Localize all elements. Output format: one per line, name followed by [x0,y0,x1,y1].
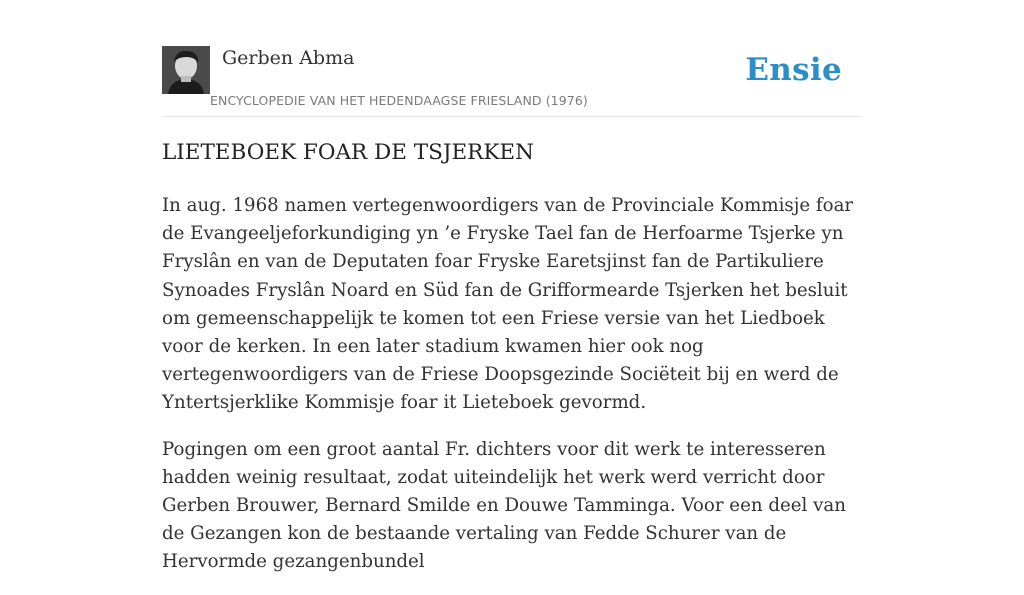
article-title: LIETEBOEK FOAR DE TSJERKEN [162,140,534,165]
author-portrait-icon [162,46,210,94]
author-name[interactable]: Gerben Abma [222,47,355,69]
article-paragraph: In aug. 1968 namen vertegenwoordigers van de Provinciale Kommisje foar de Evangeeljeforkundiging yn ’e Fryske Tael fan de Herfoarme Tsjerke yn Fryslân en van de Deputaten foar Fryske Earetsjinst fan de Partikuliere Synoades Fryslân Noard en Süd fan de Grifformearde Tsjerken het besluit om gemeenschappelijk te komen tot een Friese versie van het Liedboek voor de kerken. In een later stadium kwamen hier ook nog vertegenwoordigers van de Friese Doopsgezinde Sociëteit bij en werd de Yntertsjerklike Kommisje foar it Lieteboek gevormd. [162,195,854,414]
author-avatar[interactable] [162,46,210,94]
source-title[interactable]: ENCYCLOPEDIE VAN HET HEDENDAAGSE FRIESLAND (1976) [210,93,588,108]
ensie-logo[interactable]: Ensie [745,52,842,88]
article-paragraph: Pogingen om een groot aantal Fr. dichters voor dit werk te interesseren hadden weinig resultaat, zodat uiteindelijk het werk werd verricht door Gerben Brouwer, Bernard Smilde en Douwe Tamminga. Voor een deel van de Gezangen kon de bestaande vertaling van Fedde Schurer van de Hervormde gezangenbundel [162,438,846,573]
article-body [162,192,864,595]
article-header [162,46,862,117]
